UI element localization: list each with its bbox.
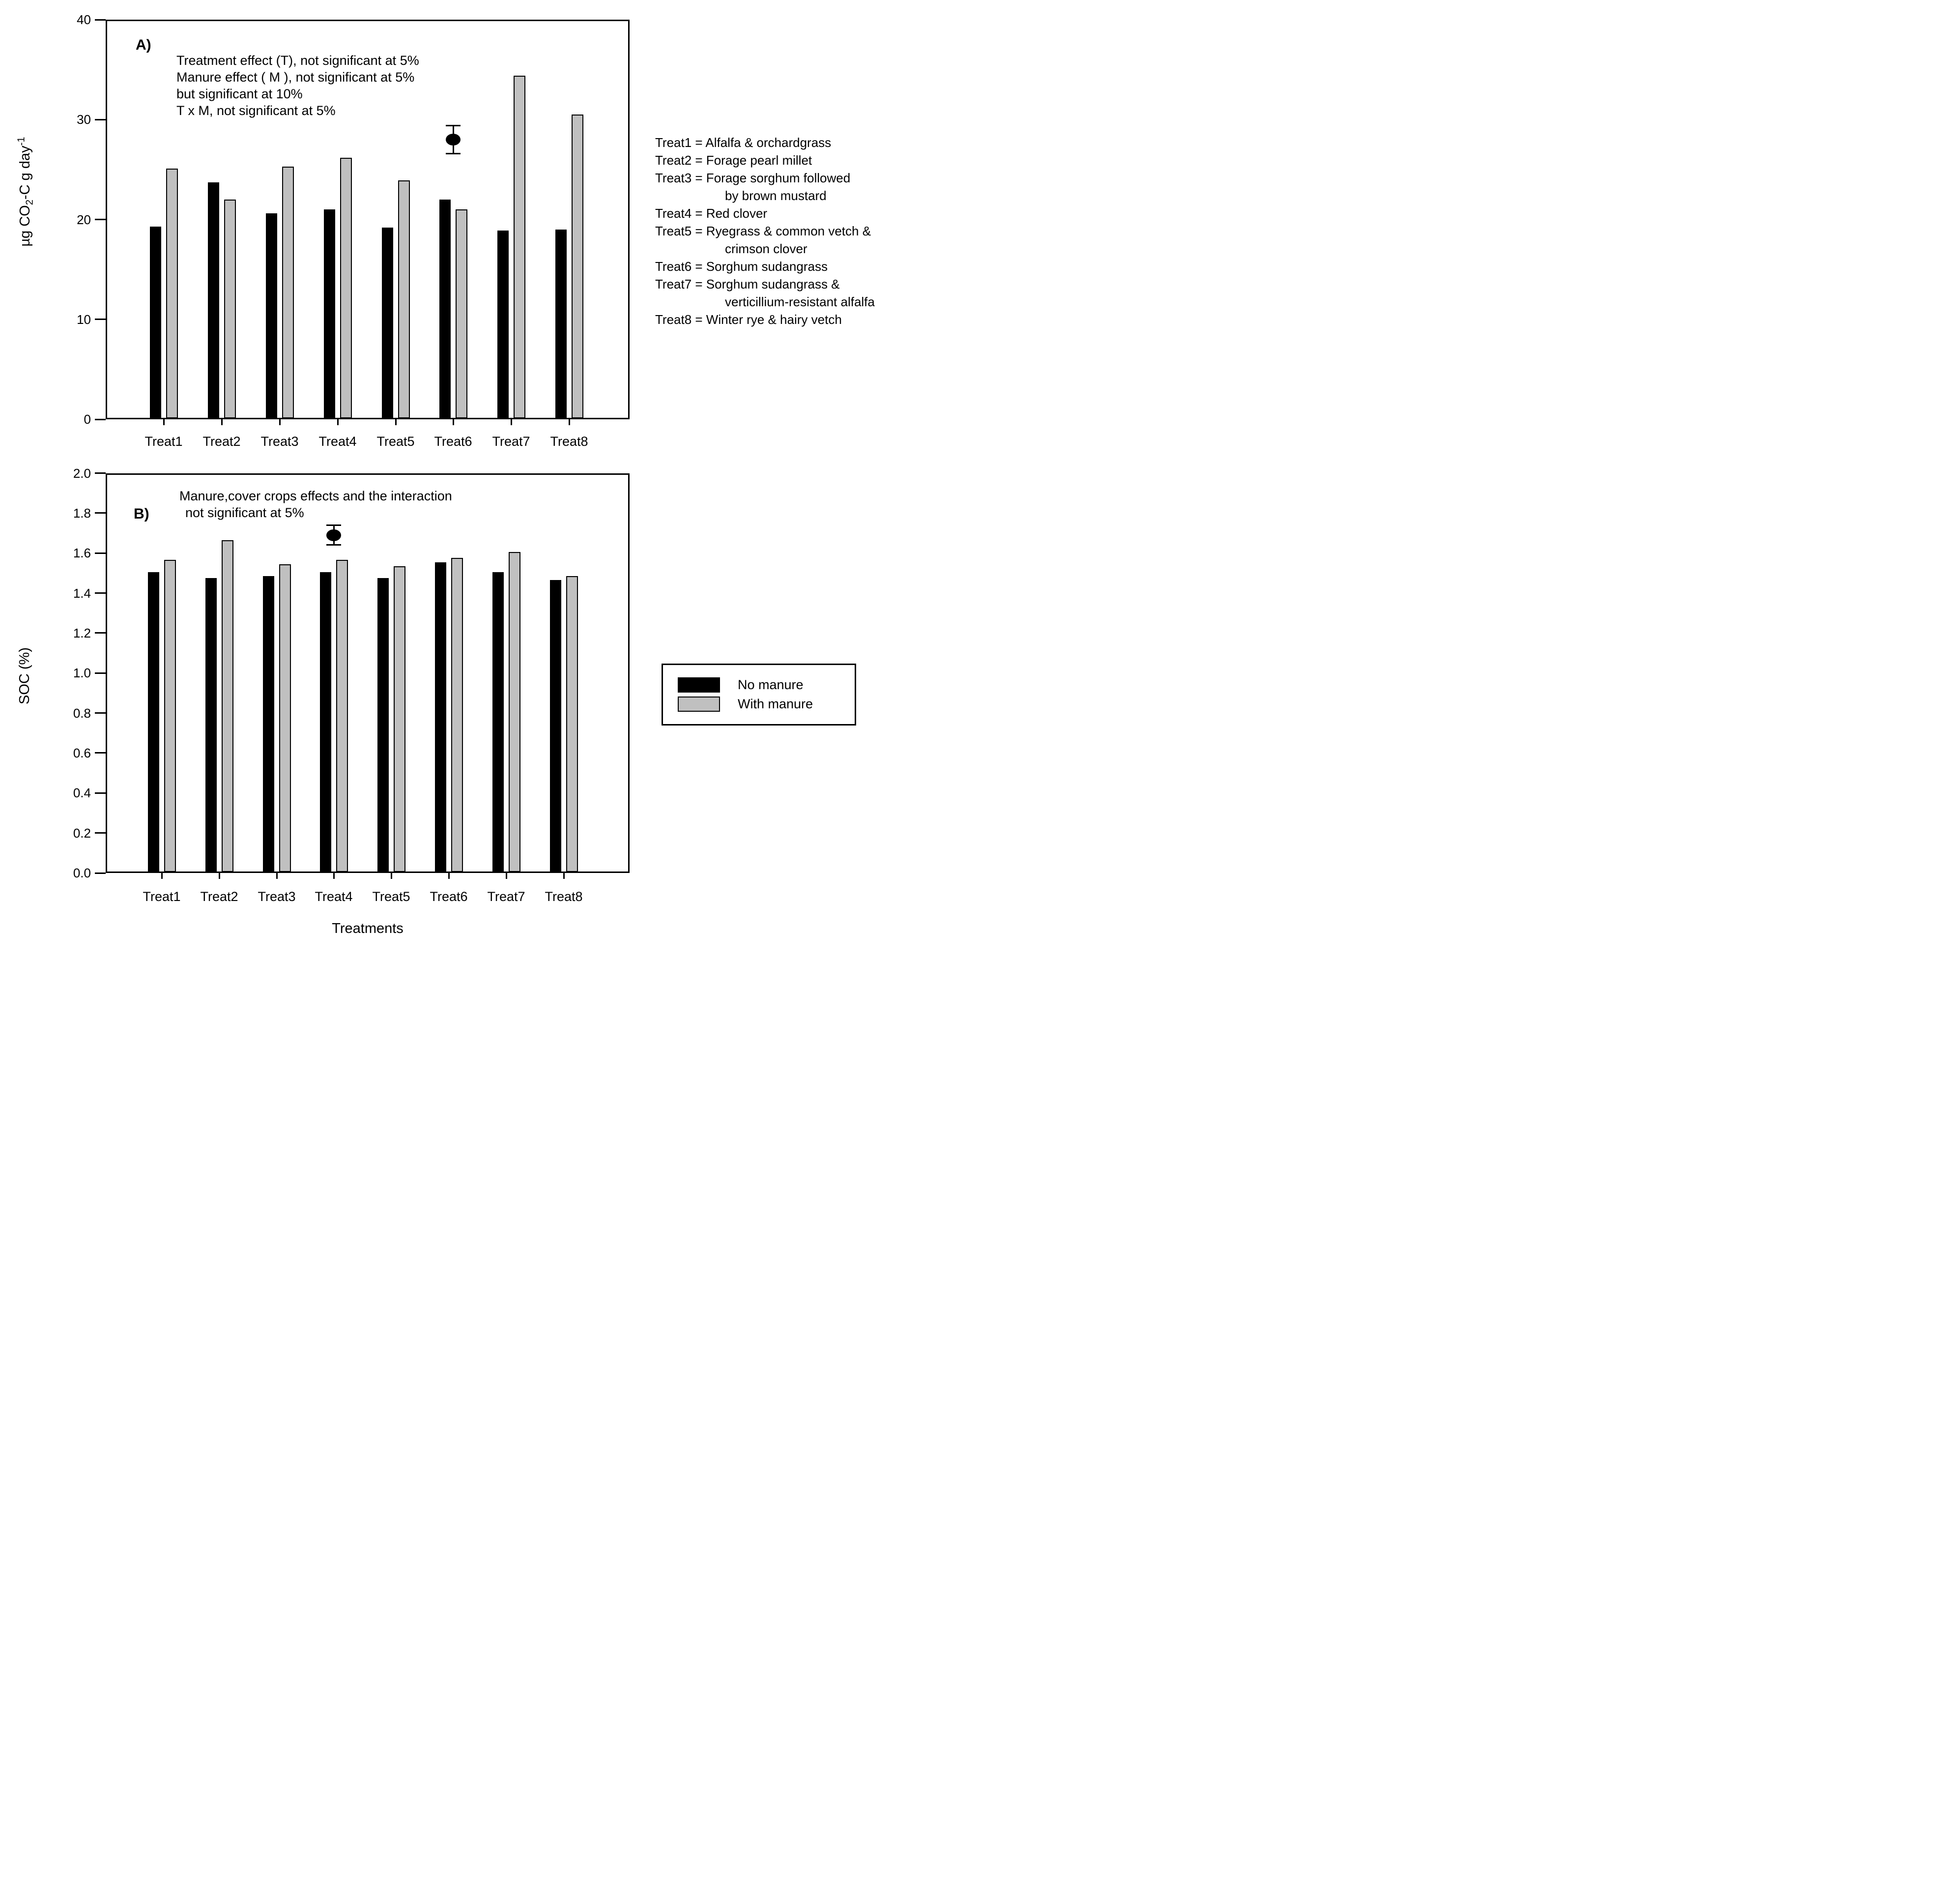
- y-tick: [95, 219, 106, 220]
- panel-a-annotation-line: Treatment effect (T), not significant at 5%: [176, 53, 419, 68]
- panel-a-y-axis-title-subscript: 2: [24, 199, 35, 205]
- bar-treat5-no-manure: [382, 228, 393, 418]
- x-tick: [569, 419, 570, 425]
- bar-treat6-no-manure: [435, 562, 446, 872]
- panel-a-annotation-line: T x M, not significant at 5%: [176, 103, 336, 118]
- bar-treat7-no-manure: [492, 572, 504, 872]
- y-tick-label: 1.2: [73, 625, 91, 640]
- treatment-definition-line: Treat4 = Red clover: [655, 206, 768, 221]
- x-tick: [161, 873, 163, 879]
- panel-b-y-axis-title: [17, 647, 32, 704]
- y-tick: [95, 672, 106, 674]
- y-tick: [95, 752, 106, 754]
- y-tick-label: 0.6: [73, 745, 91, 760]
- x-category-label: Treat7: [492, 434, 530, 449]
- bar-treat8-with-manure: [572, 115, 583, 418]
- y-tick: [95, 552, 106, 554]
- bar-treat1-with-manure: [166, 169, 178, 418]
- y-tick-label: 1.6: [73, 546, 91, 561]
- panel-b-annotation: [179, 488, 452, 521]
- treatment-definition-line: Treat2 = Forage pearl millet: [655, 153, 812, 168]
- x-tick: [511, 419, 512, 425]
- y-tick-label: 1.0: [73, 666, 91, 681]
- error-bar-cap-bottom: [446, 153, 461, 154]
- figure: [0, 0, 980, 944]
- bar-treat6-with-manure: [456, 209, 467, 418]
- bar-treat6-no-manure: [439, 200, 451, 418]
- y-tick-label: 1.4: [73, 585, 91, 601]
- treatment-definition-line: Treat3 = Forage sorghum followed: [655, 171, 851, 185]
- panel-b-label: B): [134, 506, 149, 522]
- x-tick: [563, 873, 565, 879]
- x-category-label: Treat8: [545, 889, 583, 904]
- y-tick-label: 20: [77, 212, 91, 227]
- x-category-label: Treat3: [260, 434, 299, 449]
- x-category-label: Treat5: [376, 434, 415, 449]
- bar-treat3-no-manure: [263, 576, 274, 872]
- panel-a-y-axis-title: [14, 137, 37, 246]
- treatment-definition-line: Treat7 = Sorghum sudangrass &: [655, 277, 840, 291]
- y-tick: [95, 792, 106, 794]
- bar-treat2-no-manure: [205, 578, 217, 872]
- y-tick: [95, 512, 106, 514]
- panel-a-y-axis-title-superscript: -1: [16, 137, 27, 146]
- panel-a-label: A): [136, 37, 151, 53]
- bar-treat1-with-manure: [164, 560, 176, 872]
- x-tick: [448, 873, 450, 879]
- x-category-label: Treat3: [258, 889, 296, 904]
- x-tick: [279, 419, 281, 425]
- x-category-label: Treat6: [430, 889, 468, 904]
- y-tick: [95, 632, 106, 634]
- x-axis-title: Treatments: [332, 921, 404, 936]
- bar-treat4-no-manure: [324, 209, 335, 418]
- bar-treat7-no-manure: [497, 231, 509, 418]
- x-category-label: Treat7: [487, 889, 525, 904]
- bar-treat4-with-manure: [336, 560, 348, 872]
- legend-label: With manure: [738, 697, 813, 711]
- bar-treat8-with-manure: [566, 576, 578, 872]
- bar-treat2-with-manure: [224, 200, 236, 418]
- bar-treat2-with-manure: [222, 540, 233, 872]
- x-category-label: Treat8: [550, 434, 588, 449]
- panel-a-annotation-line: but significant at 10%: [176, 87, 303, 101]
- y-tick: [95, 119, 106, 120]
- treatment-definition-line: Treat5 = Ryegrass & common vetch &: [655, 224, 871, 238]
- legend-swatch-no-manure: [678, 677, 720, 693]
- y-tick-label: 2.0: [73, 465, 91, 481]
- x-tick: [391, 873, 392, 879]
- bar-treat3-with-manure: [282, 167, 294, 418]
- bar-treat2-no-manure: [208, 182, 219, 418]
- y-tick-label: 0.0: [73, 866, 91, 880]
- x-category-label: Treat5: [372, 889, 410, 904]
- y-tick-label: 0.2: [73, 825, 91, 841]
- x-tick: [333, 873, 335, 879]
- y-tick: [95, 19, 106, 21]
- error-bar-cap-top: [326, 524, 341, 526]
- bar-treat1-no-manure: [148, 572, 159, 872]
- x-tick: [506, 873, 507, 879]
- x-tick: [395, 419, 397, 425]
- y-tick: [95, 832, 106, 834]
- error-bar-cap-top: [446, 125, 461, 126]
- bar-treat3-no-manure: [266, 213, 277, 418]
- y-tick-label: 0.8: [73, 705, 91, 721]
- bar-treat5-with-manure: [394, 566, 405, 872]
- bar-treat7-with-manure: [509, 552, 520, 872]
- panel-a-y-axis-title-prefix: µg CO: [17, 205, 33, 247]
- treatment-definition-line: verticillium-resistant alfalfa: [725, 294, 875, 309]
- panel-b-y-axis-title-text: SOC (%): [17, 647, 32, 704]
- y-tick-label: 30: [77, 112, 91, 127]
- x-category-label: Treat4: [315, 889, 353, 904]
- y-tick-label: 1.8: [73, 505, 91, 521]
- x-tick: [276, 873, 278, 879]
- y-tick: [95, 419, 106, 420]
- panel-a-annotation: [176, 52, 419, 119]
- x-tick: [221, 419, 223, 425]
- bar-treat7-with-manure: [514, 76, 525, 418]
- x-tick: [337, 419, 339, 425]
- y-tick-label: 10: [77, 312, 91, 327]
- error-bar-cap-bottom: [326, 544, 341, 546]
- x-category-label: Treat2: [202, 434, 241, 449]
- legend-swatch-with-manure: [678, 697, 720, 712]
- x-category-label: Treat1: [144, 434, 183, 449]
- bar-treat3-with-manure: [279, 564, 291, 872]
- y-tick-label: 0: [84, 412, 91, 427]
- bar-treat8-no-manure: [555, 230, 567, 418]
- x-tick: [163, 419, 165, 425]
- treatment-definition-line: by brown mustard: [725, 188, 827, 203]
- bar-treat5-with-manure: [398, 180, 410, 418]
- x-category-label: Treat4: [318, 434, 357, 449]
- bar-treat4-with-manure: [340, 158, 352, 418]
- y-tick: [95, 712, 106, 714]
- bar-treat1-no-manure: [150, 227, 161, 418]
- treatment-definition-line: Treat6 = Sorghum sudangrass: [655, 259, 828, 274]
- treatment-definition-line: Treat8 = Winter rye & hairy vetch: [655, 312, 842, 327]
- x-category-label: Treat1: [143, 889, 181, 904]
- y-tick-label: 0.4: [73, 785, 91, 801]
- x-category-label: Treat6: [434, 434, 472, 449]
- y-tick: [95, 319, 106, 320]
- legend: [662, 664, 856, 726]
- bar-treat4-no-manure: [320, 572, 331, 872]
- treatment-definition-line: crimson clover: [725, 241, 807, 256]
- error-marker-point: [326, 529, 341, 541]
- legend-label: No manure: [738, 677, 804, 692]
- y-tick: [95, 592, 106, 594]
- bar-treat8-no-manure: [550, 580, 561, 872]
- x-tick: [219, 873, 220, 879]
- treatment-definitions: [655, 134, 875, 328]
- panel-b-annotation-line: Manure,cover crops effects and the interaction: [179, 489, 452, 503]
- panel-a-y-axis-title-mid: -C g day: [17, 145, 33, 200]
- y-tick: [95, 472, 106, 474]
- x-category-label: Treat2: [200, 889, 238, 904]
- bar-treat6-with-manure: [451, 558, 463, 872]
- treatment-definition-line: Treat1 = Alfalfa & orchardgrass: [655, 135, 832, 150]
- panel-b-annotation-line: not significant at 5%: [185, 505, 304, 520]
- y-tick: [95, 872, 106, 874]
- x-tick: [453, 419, 454, 425]
- panel-a-annotation-line: Manure effect ( M ), not significant at 5%: [176, 70, 415, 85]
- bar-treat5-no-manure: [377, 578, 389, 872]
- error-marker-point: [446, 134, 461, 145]
- y-tick-label: 40: [77, 12, 91, 27]
